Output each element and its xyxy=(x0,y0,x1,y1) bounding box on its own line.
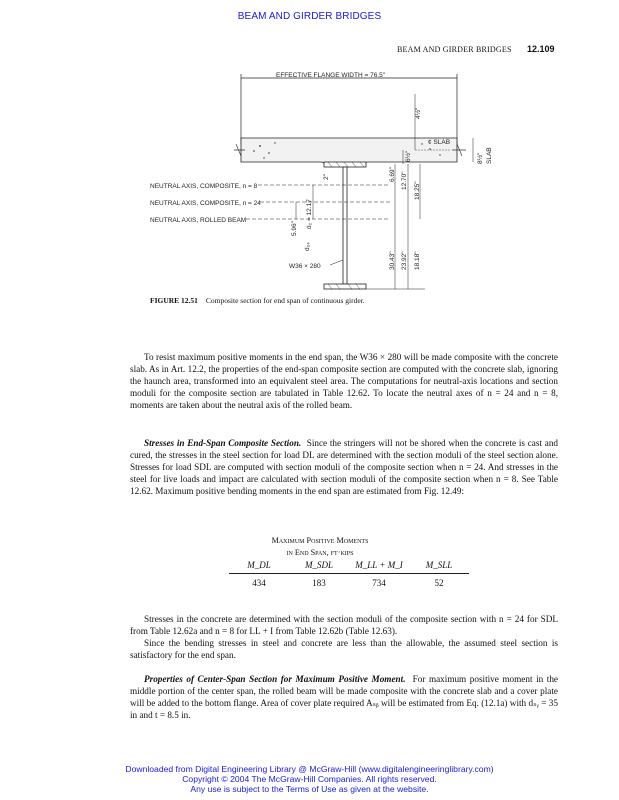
page-number: 12.109 xyxy=(527,44,555,54)
dim-12-70: 12.70" xyxy=(401,171,408,190)
subheading-end-span-stresses: Stresses in End-Span Composite Section. xyxy=(144,438,302,448)
header-mll-mi: M_LL + M_I xyxy=(355,560,403,570)
value-msll: 52 xyxy=(434,578,444,588)
figure-caption-text: Composite section for end span of continuous girder. xyxy=(205,296,365,305)
table-title-line2: in End Span, ft·kips xyxy=(286,548,354,557)
subheading-center-span: Properties of Center-Span Section for Maximum Positive Moment. xyxy=(144,674,406,684)
na-composite-n8: NEUTRAL AXIS, COMPOSITE, n = 8 xyxy=(150,183,258,190)
slab-centerline-label: ¢ SLAB xyxy=(428,139,451,146)
dim-23-92: 23.92" xyxy=(401,251,408,270)
dim-12-17: d₂ = 12.17 xyxy=(306,199,313,229)
top-dim: 4½" xyxy=(415,107,422,119)
dim-d24: d₂₄ xyxy=(304,242,311,251)
dim-6-69: 6.69" xyxy=(389,167,396,182)
paragraph-3: Stresses in the concrete are determined with the section moduli of the composite section with n = 24 for SDL from Table 12.62a and n = 8 for LL + I from Table 12.62b (Table 12.63). xyxy=(130,614,558,637)
paragraph-4: Since the bending stresses in steel and concrete are less than the allowable, the assumed steel section is satisfactory for the end span. xyxy=(130,638,558,661)
slab-thickness-dim: 8½" xyxy=(477,152,484,164)
flange-width-label: EFFECTIVE FLANGE WIDTH = 76.5" xyxy=(276,72,386,79)
footer xyxy=(0,764,619,794)
web xyxy=(343,167,347,284)
footer-terms-link[interactable]: Any use is subject to the Terms of Use as given at the website. xyxy=(190,784,429,794)
beam-label: W36 × 280 xyxy=(289,263,321,270)
slab-label: SLAB xyxy=(486,147,493,164)
na-composite-n24: NEUTRAL AXIS, COMPOSITE, n = 24 xyxy=(150,200,261,207)
bottom-flange xyxy=(324,284,366,289)
figure-number: FIGURE 12.51 xyxy=(150,296,198,305)
paragraph-1: To resist maximum positive moments in the end span, the W36 × 280 will be made composite with the concrete slab. As in Art. 12.2, the properties of the end-span composite section are computed with the concrete slab, ignoring the haunch area, transformed into an equivalent steel area. The computations for neutral-axis locations and section moduli for the composite section are tabulated in Table 12.62. To locate the neutral axes of n = 24 and n = 8, moments are taken about the neutral axis of the rolled beam. xyxy=(130,352,558,411)
paragraph-5: Properties of Center-Span Section for Maximum Positive Moment. For maximum positive moment in the middle portion of the center span, the rolled beam will be made composite with the concrete slab and a cover plate will be added to the bottom flange. Area of cover plate required Aₛᵦ will be estimated from Eq. (12.1a) with dₛᵧ = 35 in and t = 8.5 in. xyxy=(130,674,559,721)
top-flange xyxy=(324,162,366,167)
table-title-line1: Maximum Positive Moments xyxy=(271,536,369,545)
composite-section-figure xyxy=(150,64,510,296)
running-head: BEAM AND GIRDER BRIDGES xyxy=(397,45,512,54)
value-mdl: 434 xyxy=(252,578,266,588)
table-row xyxy=(229,578,469,588)
moments-table xyxy=(229,560,469,588)
na-rolled-beam: NEUTRAL AXIS, ROLLED BEAM xyxy=(150,217,247,224)
table-header-row xyxy=(229,560,469,570)
figure-caption xyxy=(150,296,365,305)
haunch-dim: 2" xyxy=(323,174,330,180)
top-banner-link[interactable]: BEAM AND GIRDER BRIDGES xyxy=(237,11,382,22)
dim-5-96: 5.96" xyxy=(291,221,298,236)
dim-18-25: 18.25" xyxy=(414,181,421,200)
value-msdl: 183 xyxy=(312,578,326,588)
paragraph-2: Stresses in End-Span Composite Section. Since the stringers will not be shored when the concrete is cast and cured, the stresses in the steel section for load DL are determined with the section moduli of the steel section alone. Stresses for load SDL are computed with section moduli of the composite section when n = 24. And stresses in the steel for live loads and impact are calculated with section moduli of the composite section when n = 8. See Table 12.62. Maximum positive bending moments in the end span are estimated from Fig. 12.49: xyxy=(130,438,559,497)
table-rule xyxy=(229,573,469,574)
header-msll: M_SLL xyxy=(425,560,453,570)
footer-copyright: Copyright © 2004 The McGraw-Hill Companies. All rights reserved. xyxy=(182,774,437,784)
dim-18-18: 18.18" xyxy=(414,251,421,270)
footer-download-link[interactable]: Downloaded from Digital Engineering Library @ McGraw-Hill (www.digitalengineeringlibrary.com) xyxy=(125,764,494,774)
value-mll-mi: 734 xyxy=(372,578,386,588)
dim-30-43: 30.43" xyxy=(389,251,396,270)
concrete-slab xyxy=(241,138,457,164)
slab-dim: 6½" xyxy=(405,150,412,162)
table-title xyxy=(220,535,420,559)
header-msdl: M_SDL xyxy=(304,560,333,570)
header-mdl: M_DL xyxy=(247,560,271,570)
